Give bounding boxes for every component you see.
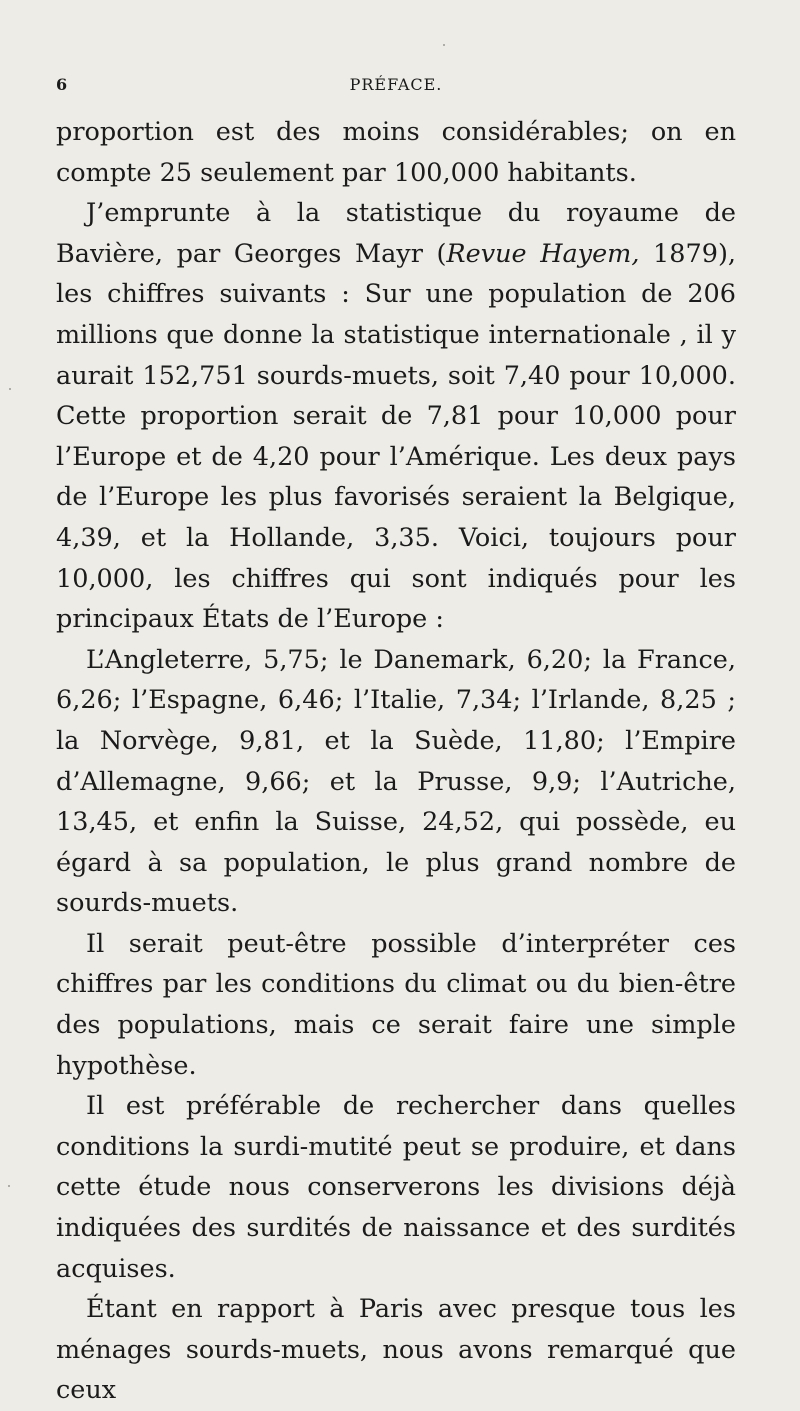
paragraph-4: Il serait peut-être possible d’interpréter ces chiffres par les conditions du climat ou du bien-être des populations, mais ce serait faire une simple hypothèse. [56, 928, 736, 1081]
paper-speck [443, 44, 445, 46]
journal-title-italic: Revue Hayem, [446, 238, 640, 269]
page-number: 6 [56, 75, 69, 94]
paragraph-2-part-2: 1879), les chiffres suivants : Sur une population de 206 millions que donne la statistique internationale , il y aurait 152,751 sourds-muets, soit 7,40 pour 10,000. Cette proportion serait de 7,81 pour 10,000 pour l’Europe et de 4,20 pour l’Amérique. Les deux pays de l’Europe les plus favorisés seraient la Belgique, 4,39, et la Hollande, 3,35. Voici, toujours pour 10,000, les chiffres qui sont indiqués pour les principaux États de l’Europe : [56, 238, 736, 635]
paragraph-6: Étant en rapport à Paris avec presque tous les ménages sourds-muets, nous avons remarqué que ceux [56, 1294, 736, 1406]
paragraph-2 [56, 193, 736, 640]
paper-speck [9, 388, 11, 390]
running-title: PRÉFACE. [349, 75, 443, 94]
paragraph-3: L’Angleterre, 5,75; le Danemark, 6,20; la France, 6,26; l’Espagne, 6,46; l’Italie, 7,34; l’Irlande, 8,25 ; la Norvège, 9,81, et la Suède, 11,80; l’Empire d’Allemagne, 9,66; et la Prusse, 9,9; l’Autriche, 13,45, et enfin la Suisse, 24,52, qui possède, eu égard à sa population, le plus grand nombre de sourds-muets. [56, 644, 736, 919]
paragraph-1: proportion est des moins considérables; on en compte 25 seulement par 100,000 habitants. [56, 117, 736, 188]
paragraph-5: Il est préférable de rechercher dans quelles conditions la surdi-mutité peut se produire, et dans cette étude nous conserverons les divisions déjà indiquées des surdités de naissance et des surdités acquises. [56, 1091, 736, 1284]
paper-speck [8, 1185, 10, 1187]
body-text [56, 112, 736, 1411]
paragraph-2-part-1: J’emprunte à la statistique du royaume de Bavière, par Georges Mayr ( [56, 198, 736, 269]
page-header [56, 75, 736, 99]
